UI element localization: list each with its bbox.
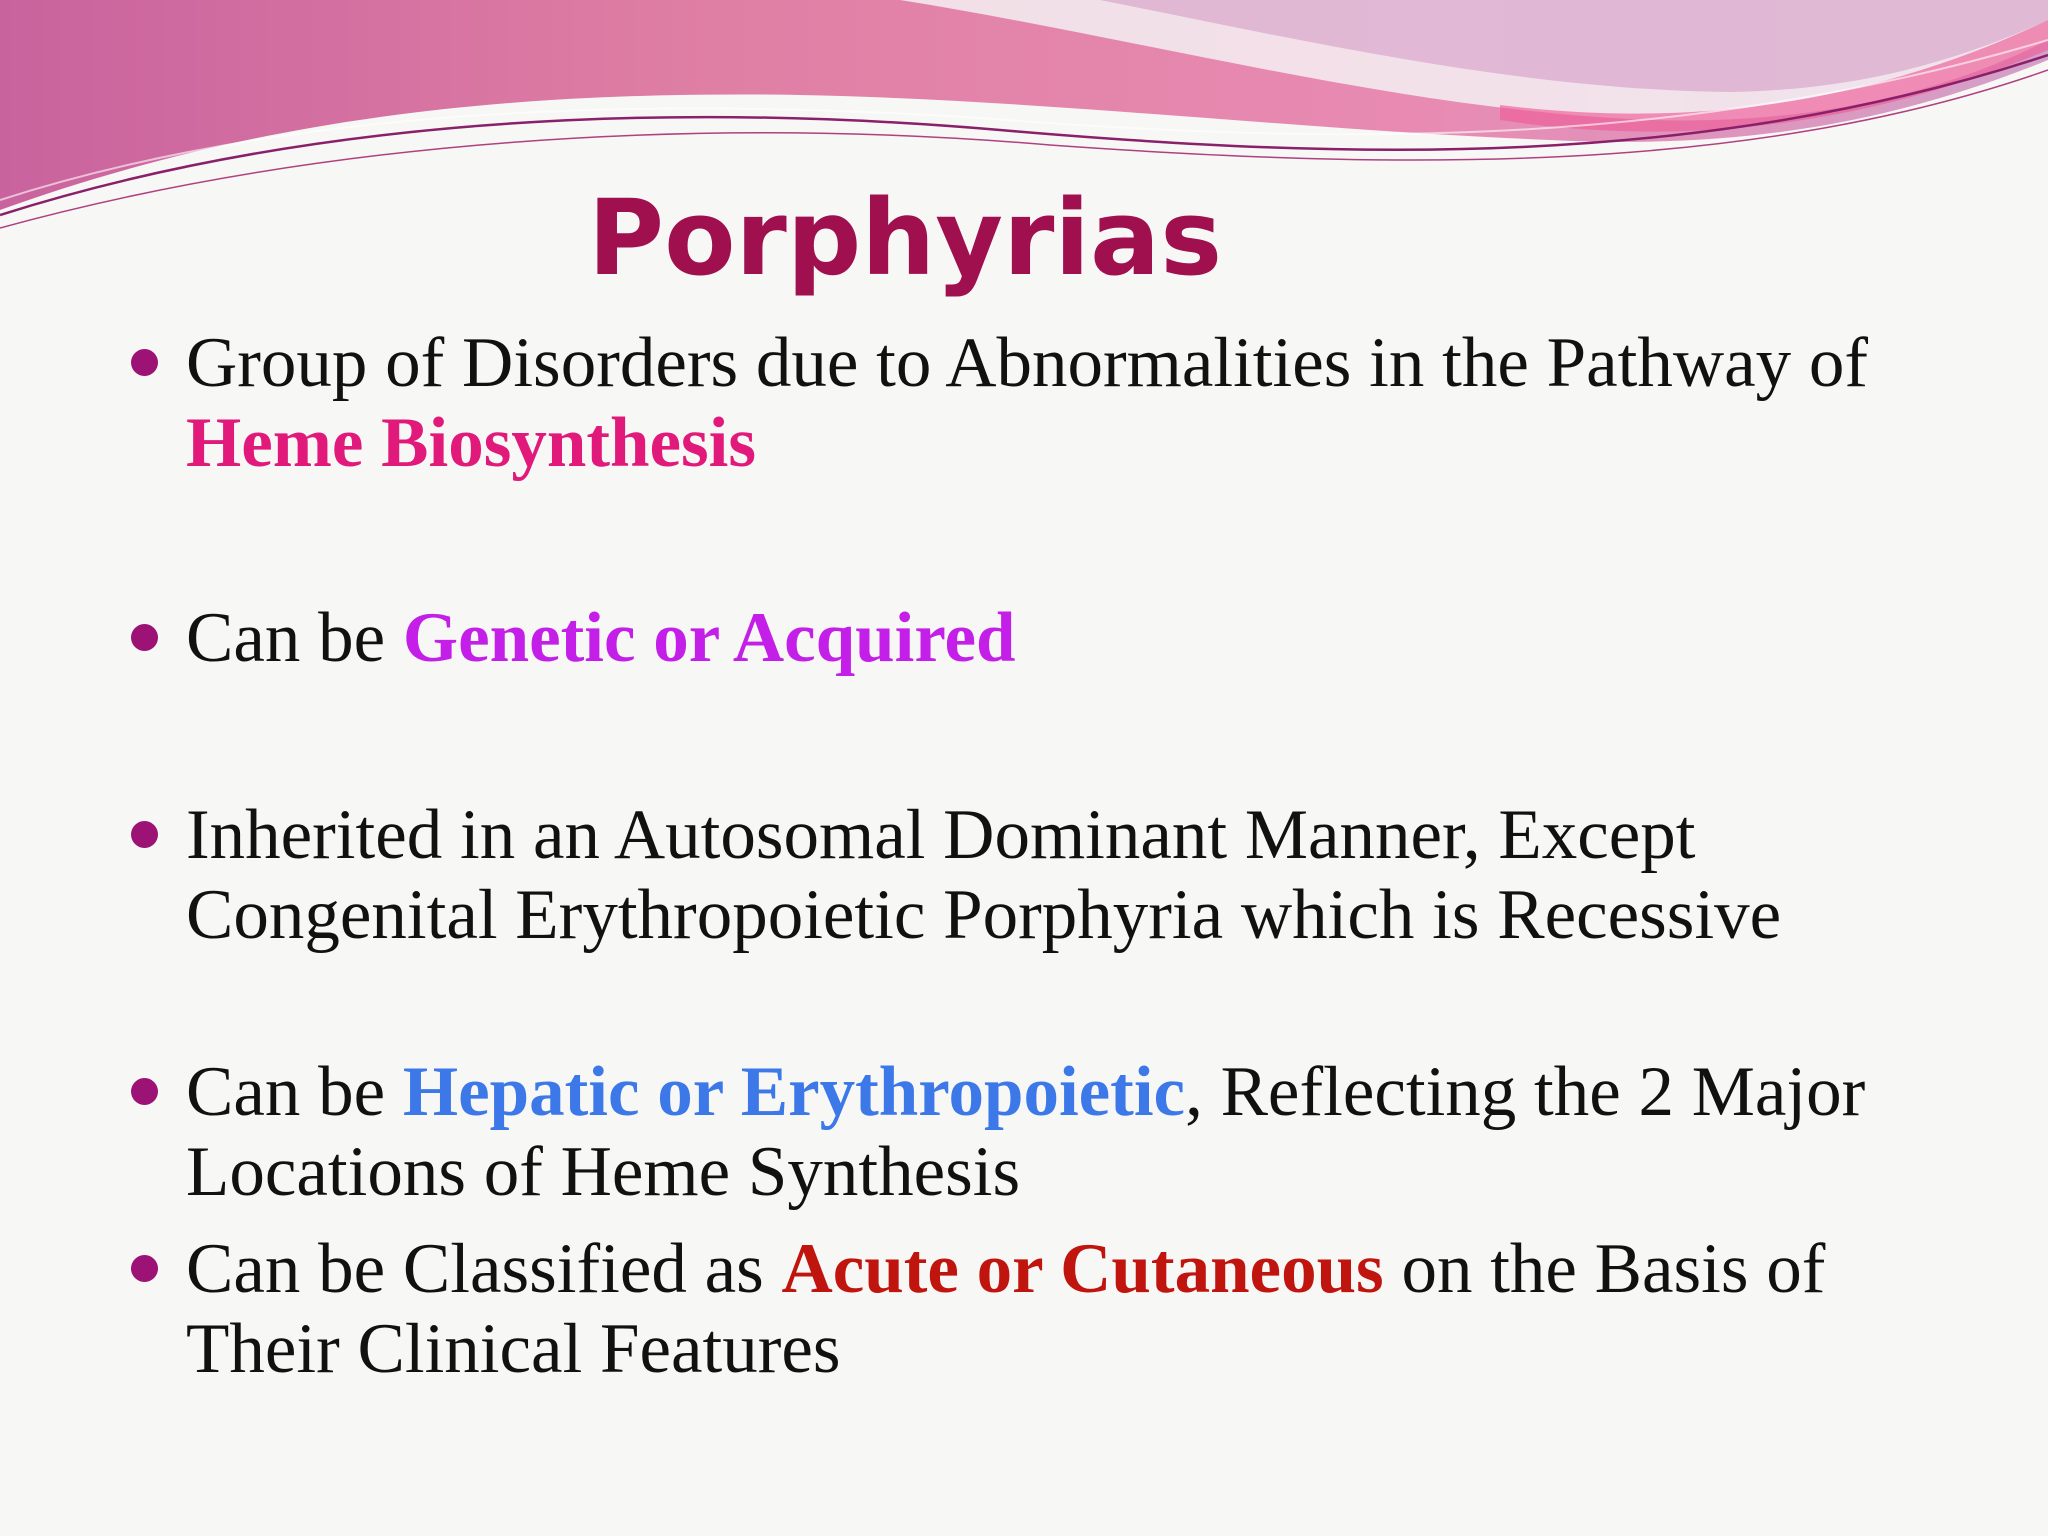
bullet-dot-icon (131, 349, 158, 376)
bullet-text: Can be (186, 1053, 403, 1131)
bullet-text: Can be Classified as (186, 1230, 782, 1308)
bullet-dot-icon (131, 1255, 158, 1282)
bullet-text-after: on the Basis of Their Clinical Features (186, 1230, 1826, 1388)
bullet-text: Group of Disorders due to Abnormalities in the Pathway of (186, 324, 1869, 402)
highlight-hepatic-or-erythropoietic: Hepatic or Erythropoietic (402, 1053, 1186, 1131)
bullet-dot-icon (131, 624, 158, 651)
bullet-item (186, 598, 1986, 678)
bullet-text: Can be (186, 599, 403, 677)
bullet-item (186, 323, 1986, 483)
bullet-item (186, 795, 1986, 955)
bullet-item (186, 1229, 1986, 1389)
highlight-genetic-or-acquired: Genetic or Acquired (402, 599, 1016, 677)
bullet-dot-icon (131, 1078, 158, 1105)
bullet-dot-icon (131, 821, 158, 848)
bullet-text: Inherited in an Autosomal Dominant Manner, Except Congenital Erythropoietic Porphyria which is Recessive (186, 796, 1782, 954)
highlight-heme-biosynthesis: Heme Biosynthesis (186, 404, 756, 482)
bullet-item (186, 1052, 1986, 1212)
highlight-acute-or-cutaneous: Acute or Cutaneous (781, 1230, 1384, 1308)
bullet-text-after: , Reflecting the 2 Major Locations of Heme Synthesis (186, 1053, 1866, 1211)
slide-title: Porphyrias (587, 177, 1223, 299)
